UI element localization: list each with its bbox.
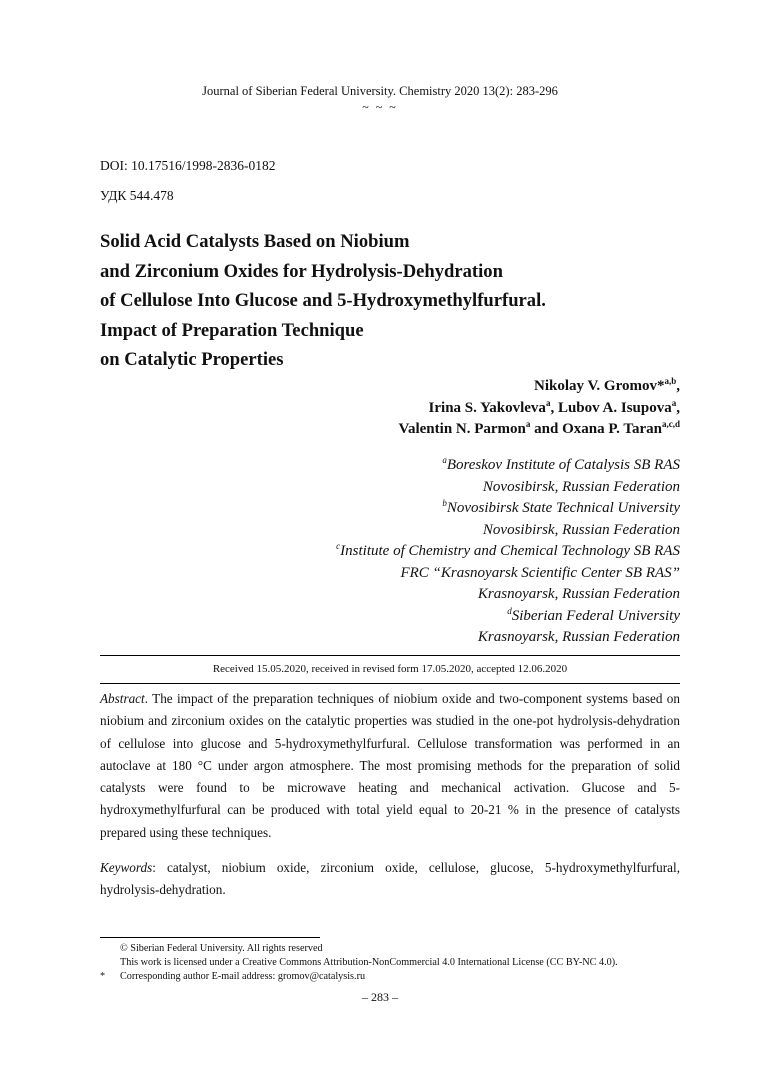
affiliations	[336, 455, 680, 649]
footnote-star: *	[100, 971, 106, 982]
affil-place: Novosibirsk, Russian Federation	[482, 521, 680, 538]
abstract-label: Abstract	[100, 691, 145, 706]
author-name: Irina S. Yakovleva	[428, 399, 546, 416]
paper-title	[100, 227, 660, 375]
author-conjunction: and	[534, 421, 559, 437]
author-affil-mark: a	[671, 397, 677, 408]
title-line: Solid Acid Catalysts Based on Niobium	[100, 231, 410, 252]
keywords-label: Keywords	[100, 860, 153, 875]
author-name: Oxana P. Taran	[562, 421, 662, 437]
affil-place: Novosibirsk, Russian Federation	[482, 478, 680, 495]
header-separator: ~ ~ ~	[362, 100, 398, 114]
affil-place: Krasnoyarsk, Russian Federation	[477, 629, 680, 645]
udk-code: УДК 544.478	[100, 188, 174, 203]
title-line: and Zirconium Oxides for Hydrolysis-Dehydration	[100, 260, 503, 282]
keywords	[100, 857, 680, 902]
journal-header: Journal of Siberian Federal University. Chemistry 2020 13(2): 283-296	[202, 84, 558, 98]
affil-name: Novosibirsk State Technical University	[446, 500, 680, 516]
affil-name: Siberian Federal University	[511, 607, 680, 624]
author-affil-mark: a	[545, 397, 551, 408]
affil-mark: a	[442, 455, 447, 465]
author-name: Valentin N. Parmon	[398, 421, 526, 437]
doi: DOI: 10.17516/1998-2836-0182	[100, 158, 276, 173]
affil-place: Krasnoyarsk, Russian Federation	[477, 586, 680, 602]
affil-name: Boreskov Institute of Catalysis SB RAS	[446, 457, 680, 473]
page-number: – 283 –	[362, 990, 398, 1004]
affil-mark: d	[507, 605, 512, 616]
abstract	[100, 688, 680, 844]
author-affil-mark: a,c,d	[662, 419, 680, 429]
affil-name: FRC “Krasnoyarsk Scientific Center SB RAS”	[400, 564, 680, 581]
title-line: Impact of Preparation Technique	[100, 319, 364, 341]
affil-mark: b	[442, 498, 447, 508]
footnote-license: This work is licensed under a Creative Commons Attribution-NonCommercial 4.0 International License (CC BY-NC 4.0).	[120, 957, 618, 968]
author-list: Nikolay V. Gromov*$^{a,b}$, Irina S. Yakovleva$^a$, Lubov A. Isupova$^a$, Valentin N. Parmon$^a$ and Oxana P. Taran$^{a,c,d}$	[398, 376, 680, 437]
footnote-corresponding: * Corresponding author E-mail address: gromov@catalysis.ru	[100, 971, 366, 982]
title-line: of Cellulose Into Glucose and 5-Hydroxymethylfurfural.	[100, 290, 546, 311]
footnote-divider	[100, 937, 320, 938]
received-dates: Received 15.05.2020, received in revised form 17.05.2020, accepted 12.06.2020	[212, 663, 568, 675]
abstract-text: . The impact of the preparation techniques of niobium oxide and two-component systems based on niobium and zirconium oxides on the catalytic properties was studied in the one-pot hydrolysis-dehydration of cellulose into glucose and 5-hydroxymethylfurfural. Cellulose transformation was performed in an autoclave at 180 °C under argon atmosphere. The most promising methods for the preparation of solid catalysts were found to be microwave heating and mechanical activation. Glucose and 5-hydroxymethylfurfural can be produced with total yield equal to 20-21 % in the presence of catalysts prepared using these techniques.	[100, 691, 680, 840]
affil-name: Institute of Chemistry and Chemical Technology SB RAS	[340, 543, 680, 559]
affil-mark: c	[336, 541, 341, 551]
author-affil-mark: a,b	[664, 376, 677, 386]
divider	[100, 655, 680, 656]
author-name: Nikolay V. Gromov*	[534, 378, 665, 394]
title-line: on Catalytic Properties	[100, 349, 284, 370]
author-affil-mark: a	[525, 419, 531, 429]
author-name: Lubov A. Isupova	[557, 399, 672, 416]
footnote-copyright: © Siberian Federal University. All rights reserved	[120, 943, 323, 954]
divider	[100, 683, 680, 684]
keywords-text: : catalyst, niobium oxide, zirconium oxide, cellulose, glucose, 5-hydroxymethylfurfural, hydrolysis-dehydration.	[100, 860, 680, 898]
